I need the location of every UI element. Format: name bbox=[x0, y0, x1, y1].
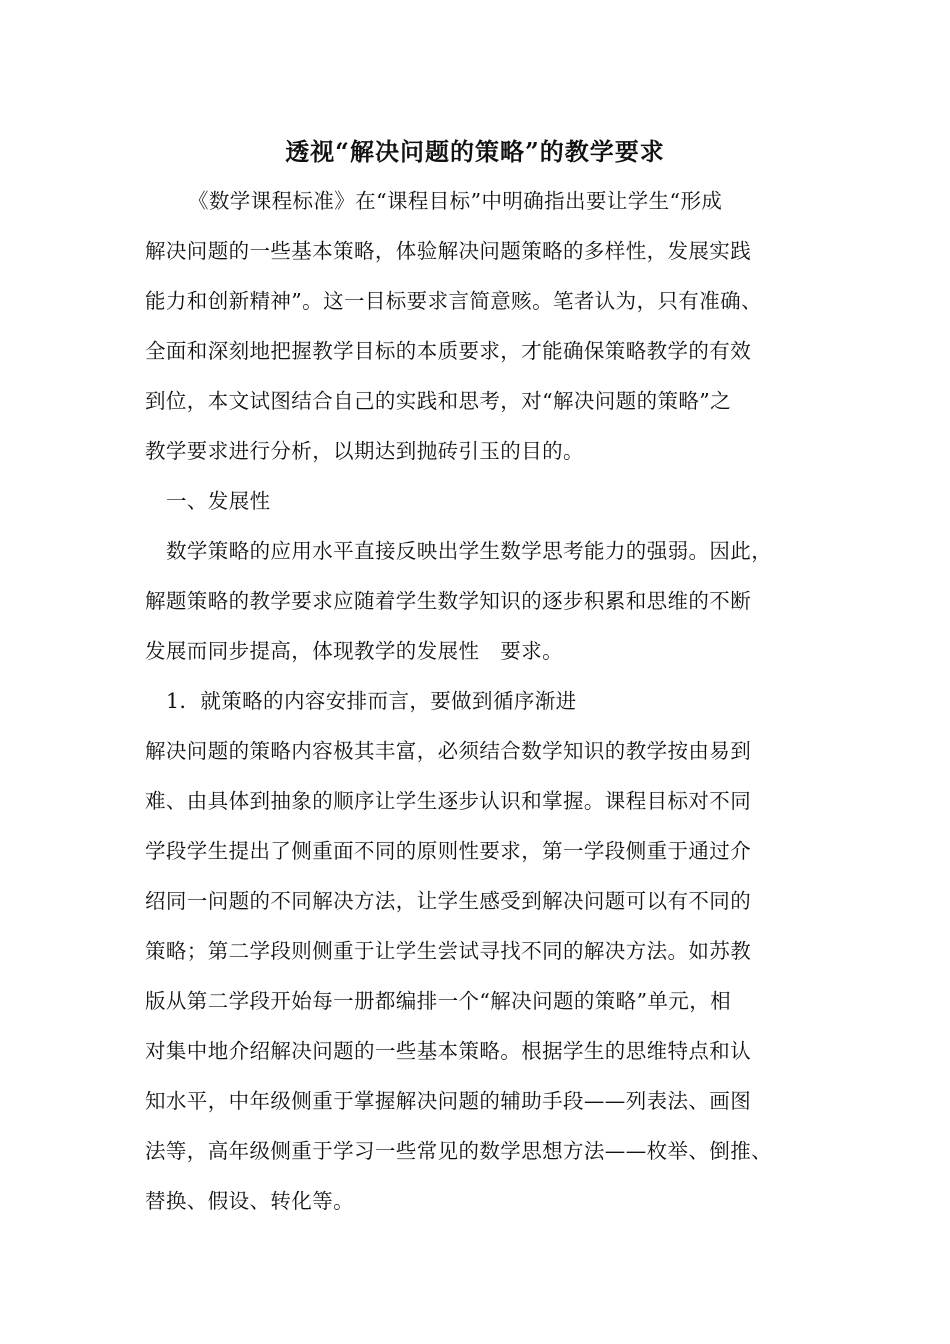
paragraph-line: 知水平，中年级侧重于掌握解决问题的辅助手段——列表法、画图 bbox=[145, 1089, 752, 1113]
paragraph-line: 法等，高年级侧重于学习一些常见的数学思想方法——枚举、倒推、 bbox=[145, 1139, 772, 1163]
paragraph-line: 解决问题的策略内容极其丰富，必须结合数学知识的教学按由易到 bbox=[145, 739, 752, 763]
paragraph-line: 替换、假设、转化等。 bbox=[145, 1189, 354, 1213]
paragraph-line: 绍同一问题的不同解决方法，让学生感受到解决问题可以有不同的 bbox=[145, 889, 752, 913]
paragraph-line: 策略；第二学段则侧重于让学生尝试寻找不同的解决方法。如苏教 bbox=[145, 939, 752, 963]
paragraph-line: 难、由具体到抽象的顺序让学生逐步认识和掌握。课程目标对不同 bbox=[145, 789, 752, 813]
paragraph-line: 到位，本文试图结合自己的实践和思考，对“解决问题的策略”之 bbox=[145, 389, 732, 413]
paragraph-line: 全面和深刻地把握教学目标的本质要求，才能确保策略教学的有效 bbox=[145, 339, 752, 363]
paragraph-line: 学段学生提出了侧重面不同的原则性要求，第一学段侧重于通过介 bbox=[145, 839, 752, 863]
document-title: 透视“解决问题的策略”的教学要求 bbox=[285, 137, 665, 166]
paragraph-line: 版从第二学段开始每一册都编排一个“解决问题的策略”单元，相 bbox=[145, 989, 732, 1013]
paragraph-line: 数学策略的应用水平直接反映出学生数学思考能力的强弱。因此， bbox=[166, 539, 773, 563]
paragraph-line: 《数学课程标准》在“课程目标”中明确指出要让学生“形成 bbox=[188, 189, 723, 213]
paragraph-line: 对集中地介绍解决问题的一些基本策略。根据学生的思维特点和认 bbox=[145, 1039, 752, 1063]
paragraph-line: 解题策略的教学要求应随着学生数学知识的逐步积累和思维的不断 bbox=[145, 589, 752, 613]
paragraph-line: 教学要求进行分析，以期达到抛砖引玉的目的。 bbox=[145, 439, 584, 463]
subsection-heading: 1．就策略的内容安排而言，要做到循序渐进 bbox=[166, 689, 577, 713]
section-heading: 一、发展性 bbox=[166, 489, 271, 513]
paragraph-line: 发展而同步提高，体现教学的发展性 要求。 bbox=[145, 639, 563, 663]
paragraph-line: 能力和创新精神”。这一目标要求言简意赅。笔者认为，只有准确、 bbox=[145, 289, 762, 313]
paragraph-line: 解决问题的一些基本策略，体验解决问题策略的多样性，发展实践 bbox=[145, 239, 752, 263]
